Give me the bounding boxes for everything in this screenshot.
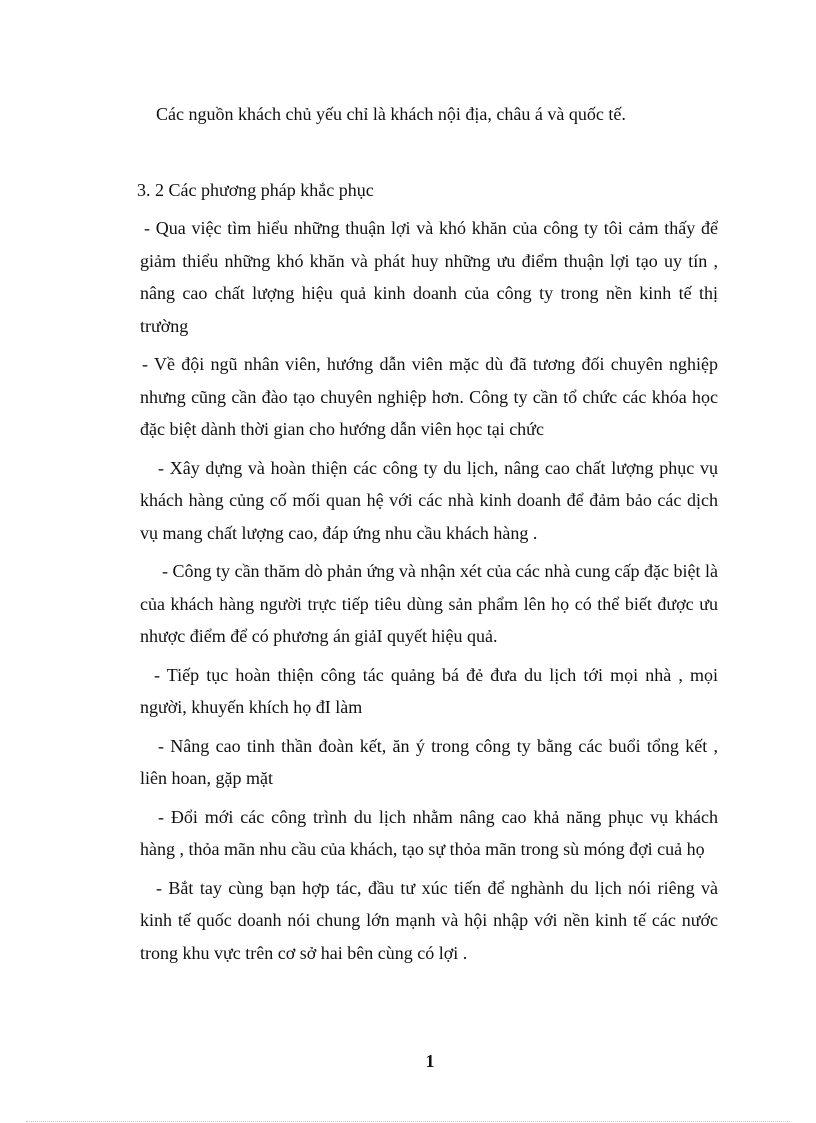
intro-paragraph: Các nguồn khách chủ yếu chỉ là khách nội địa, châu á và quốc tế. (156, 104, 626, 124)
paragraph-6: - Nâng cao tinh thần đoàn kết, ăn ý trong công ty bằng các buổi tổng kết , liên hoan, gặp mặt (140, 735, 718, 788)
paragraph-2: - Về đội ngũ nhân viên, hướng dẫn viên mặc dù đã tương đối chuyên nghiệp nhưng cũng cần đào tạo chuyên nghiệp hơn. Công ty cần tổ chức các khóa học đặc biệt dành thời gian cho hướng dẫn viên học tại chức (140, 354, 718, 439)
paragraph-7: - Đổi mới các công trình du lịch nhằm nâng cao khả năng phục vụ khách hàng , thỏa mãn nhu cầu của khách, tạo sự thỏa mãn trong sù móng đợi cuả họ (140, 806, 718, 859)
paragraph-8: - Bắt tay cùng bạn hợp tác, đầu tư xúc tiến để nghành du lịch nói riêng và kinh tế quốc doanh nói chung lớn mạnh và hội nhập với nền kinh tế các nước trong khu vực trên cơ sở hai bên cùng có lợi . (140, 877, 718, 963)
paragraph-4: - Công ty cần thăm dò phản ứng và nhận xét của các nhà cung cấp đặc biệt là của khách hàng người trực tiếp tiêu dùng sản phẩm lên họ có thể biết được ưu nhược điểm để có phương án giảI quyết hiệu quả. (140, 561, 718, 646)
document-body (137, 98, 718, 969)
paragraph-1: - Qua việc tìm hiểu những thuận lợi và khó khăn của công ty tôi cảm thấy để giảm thiểu những khó khăn và phát huy những ưu điểm thuận lợi tạo uy tín , nâng cao chất lượng hiệu quả kinh doanh của công ty trong nền kinh tế thị trường (140, 218, 718, 336)
page-bottom-divider (26, 1121, 790, 1122)
section-heading: 3. 2 Các phương pháp khắc phục (137, 180, 374, 200)
page-number: 1 (425, 1051, 435, 1071)
paragraph-5: - Tiếp tục hoàn thiện công tác quảng bá đẻ đưa du lịch tới mọi nhà , mọi người, khuyến khích họ đI làm (140, 664, 718, 717)
paragraph-3: - Xây dựng và hoàn thiện các công ty du lịch, nâng cao chất lượng phục vụ khách hàng củng cố mối quan hệ với các nhà kinh doanh để đảm bảo các dịch vụ mang chất lượng cao, đáp ứng nhu cầu khách hàng . (140, 457, 718, 543)
